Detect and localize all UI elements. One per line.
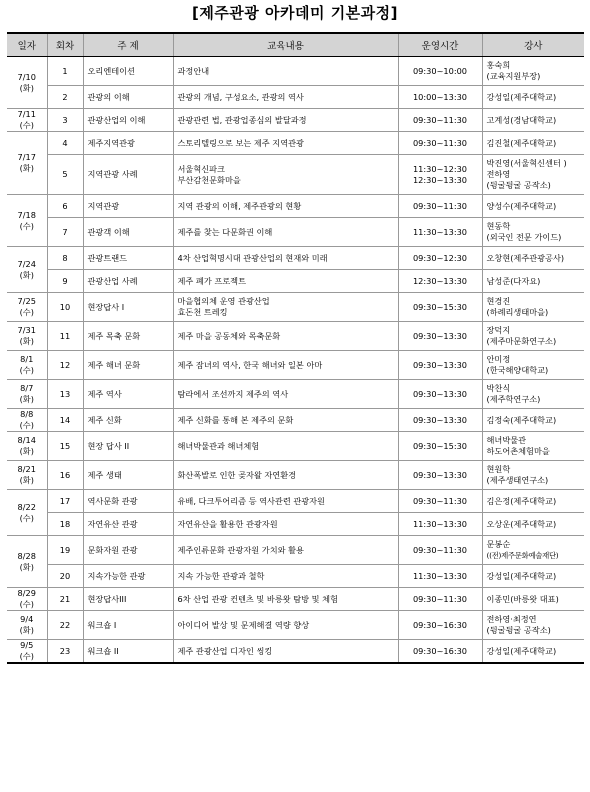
session-cell: 23	[47, 640, 83, 664]
session-cell: 19	[47, 536, 83, 565]
date-cell-line: (화)	[19, 625, 34, 635]
content-cell-line: 부산감천문화마을	[177, 174, 241, 185]
date-cell	[7, 293, 47, 322]
lecturer-cell-line: 고계성(경남대학교)	[486, 114, 557, 125]
time-cell-line: 09:30~13:30	[412, 388, 468, 399]
lecturer-cell-line: (제주생태연구소)	[486, 475, 549, 485]
date-cell	[7, 490, 47, 536]
lecturer-cell-line: 문봉순	[486, 539, 511, 549]
date-cell-line: (수)	[19, 120, 34, 130]
lecturer-cell-line: 강성일(제주대학교)	[486, 645, 557, 656]
date-cell	[7, 536, 47, 588]
content-cell-line: 탐라에서 조선까지 제주의 역사	[177, 388, 289, 399]
date-cell-line: 7/11	[17, 109, 36, 119]
date-cell-line: 8/7	[20, 383, 34, 393]
time-cell-line: 11:30~13:30	[412, 570, 468, 581]
content-cell	[173, 218, 398, 247]
time-cell-line: 12:30~13:30	[412, 174, 468, 185]
header-content: 교육내용	[173, 33, 398, 57]
content-cell-line: 지속 가능한 관광과 철학	[177, 570, 265, 581]
time-cell	[398, 565, 482, 588]
date-cell-line: 7/18	[17, 209, 36, 220]
time-cell-line: 11:30~13:30	[412, 226, 468, 237]
table-row	[7, 409, 584, 432]
time-cell-line: 09:30~11:30	[412, 137, 468, 148]
content-cell	[173, 132, 398, 155]
date-cell-line: 7/31	[17, 325, 36, 335]
date-cell-line: 8/28	[17, 550, 36, 561]
lecturer-cell-line: (제주학연구소)	[486, 394, 541, 404]
date-cell	[7, 132, 47, 195]
topic-cell: 관광트랜드	[83, 247, 173, 270]
session-cell: 1	[47, 57, 83, 86]
table-row	[7, 461, 584, 490]
lecturer-cell	[482, 86, 584, 109]
date-cell-line: (수)	[19, 651, 34, 661]
date-cell	[7, 322, 47, 351]
topic-cell: 제주 생태	[83, 461, 173, 490]
lecturer-cell	[482, 490, 584, 513]
lecturer-cell-line: 오상운(제주대학교)	[486, 518, 557, 529]
time-cell	[398, 218, 482, 247]
table-row	[7, 247, 584, 270]
time-cell	[398, 640, 482, 664]
session-cell: 22	[47, 611, 83, 640]
lecturer-cell	[482, 293, 584, 322]
time-cell	[398, 380, 482, 409]
table-row	[7, 195, 584, 218]
content-cell-line: 관광의 개념, 구성요소, 관광의 역사	[177, 91, 304, 102]
date-cell-line: 9/4	[20, 614, 34, 624]
topic-cell: 지역관광	[83, 195, 173, 218]
time-cell	[398, 432, 482, 461]
date-cell-line: 8/1	[20, 354, 34, 364]
document-title: [제주관광 아카데미 기본과정]	[191, 4, 399, 22]
lecturer-cell-line: 김진철(제주대학교)	[486, 137, 557, 148]
content-cell	[173, 490, 398, 513]
lecturer-cell-line: 오창현(제주관광공사)	[486, 252, 565, 263]
table-row	[7, 270, 584, 293]
lecturer-cell	[482, 565, 584, 588]
time-cell	[398, 490, 482, 513]
time-cell	[398, 57, 482, 86]
time-cell	[398, 588, 482, 611]
session-cell: 6	[47, 195, 83, 218]
content-cell	[173, 513, 398, 536]
table-row	[7, 513, 584, 536]
time-cell-line: 09:30~13:30	[412, 469, 468, 480]
content-cell-line: 서울혁신파크	[177, 163, 225, 174]
time-cell-line: 09:30~10:00	[412, 65, 468, 76]
content-cell-line: 화산폭발로 인한 곶자왈 자연환경	[177, 469, 297, 480]
date-cell-line: (수)	[19, 599, 34, 609]
lecturer-cell-line: (하례리생태마을)	[486, 307, 549, 317]
lecturer-cell	[482, 322, 584, 351]
date-cell-line: 7/25	[17, 296, 36, 306]
time-cell-line: 09:30~11:30	[412, 200, 468, 211]
content-cell	[173, 86, 398, 109]
lecturer-cell	[482, 611, 584, 640]
date-cell	[7, 432, 47, 461]
date-cell	[7, 461, 47, 490]
topic-cell: 제주 신화	[83, 409, 173, 432]
session-cell: 5	[47, 155, 83, 195]
time-cell-line: 09:30~13:30	[412, 330, 468, 341]
topic-cell: 제주 역사	[83, 380, 173, 409]
date-cell-line: (수)	[19, 512, 34, 523]
table-row	[7, 57, 584, 86]
date-cell-line: (수)	[19, 307, 34, 317]
lecturer-cell	[482, 247, 584, 270]
content-cell-line: 관광관련 법, 관광업종심의 발달과정	[177, 114, 307, 125]
date-cell-line: 8/21	[17, 464, 36, 474]
date-cell-line: 8/22	[17, 501, 36, 512]
content-cell-line: 해녀박물관과 해녀체험	[177, 440, 260, 451]
topic-cell: 제주지역관광	[83, 132, 173, 155]
time-cell-line: 09:30~11:30	[412, 593, 468, 604]
lecturer-cell-line: 박진영(서울혁신센터 )	[486, 158, 567, 168]
content-cell	[173, 270, 398, 293]
header-date: 일자	[7, 33, 47, 57]
table-row	[7, 536, 584, 565]
content-cell	[173, 588, 398, 611]
content-cell-line: 제주 잠녀의 역사, 한국 해녀와 일본 아마	[177, 359, 323, 370]
date-cell-line: 8/29	[17, 588, 36, 598]
lecturer-cell-line: 전하영	[486, 169, 511, 179]
content-cell	[173, 409, 398, 432]
time-cell-line: 12:30~13:30	[412, 275, 468, 286]
table-row	[7, 640, 584, 664]
lecturer-cell	[482, 536, 584, 565]
lecturer-cell	[482, 432, 584, 461]
lecturer-cell-line: 강성일(제주대학교)	[486, 91, 557, 102]
content-cell	[173, 195, 398, 218]
session-cell: 12	[47, 351, 83, 380]
session-cell: 8	[47, 247, 83, 270]
topic-cell: 제주 목축 문화	[83, 322, 173, 351]
lecturer-cell-line: 전하영·최정연	[486, 614, 537, 624]
lecturer-cell	[482, 461, 584, 490]
table-row	[7, 565, 584, 588]
date-cell-line: 8/14	[17, 435, 36, 445]
time-cell-line: 09:30~11:30	[412, 495, 468, 506]
time-cell	[398, 461, 482, 490]
content-cell	[173, 432, 398, 461]
content-cell-line: 제주 폐가 프로젝트	[177, 275, 246, 286]
time-cell-line: 09:30~13:30	[412, 414, 468, 425]
session-cell: 4	[47, 132, 83, 155]
time-cell-line: 09:30~15:30	[412, 440, 468, 451]
session-cell: 18	[47, 513, 83, 536]
date-cell	[7, 247, 47, 293]
time-cell	[398, 109, 482, 132]
lecturer-cell-line: 안미정	[486, 354, 511, 364]
lecturer-cell-line: 현경진	[486, 296, 511, 306]
time-cell	[398, 536, 482, 565]
content-cell	[173, 351, 398, 380]
date-cell	[7, 109, 47, 132]
lecturer-cell	[482, 640, 584, 664]
content-cell-line: 효돈천 트레킹	[177, 307, 228, 317]
time-cell-line: 09:30~12:30	[412, 252, 468, 263]
lecturer-cell	[482, 351, 584, 380]
table-body	[7, 57, 584, 664]
content-cell-line: 제주 마을 공동체와 목축문화	[177, 330, 281, 341]
header-lecturer: 강사	[482, 33, 584, 57]
table-row	[7, 380, 584, 409]
date-cell-line: (수)	[19, 365, 34, 375]
schedule-table	[7, 32, 584, 664]
lecturer-cell	[482, 270, 584, 293]
table-row	[7, 293, 584, 322]
date-cell	[7, 195, 47, 247]
topic-cell: 현장 답사 II	[83, 432, 173, 461]
time-cell-line: 09:30~16:30	[412, 619, 468, 630]
time-cell-line: 11:30~13:30	[412, 518, 468, 529]
content-cell-line: 제주인류문화 관광자원 가치와 활용	[177, 544, 304, 555]
time-cell-line: 09:30~15:30	[412, 301, 468, 312]
table-row	[7, 155, 584, 195]
topic-cell: 지역관광 사례	[83, 155, 173, 195]
content-cell-line: 제주 신화를 통해 본 제주의 문화	[177, 414, 294, 425]
lecturer-cell-line: 홍숙희	[486, 60, 511, 70]
topic-cell: 역사문화 관광	[83, 490, 173, 513]
lecturer-cell-line: 해녀박물관	[486, 435, 527, 445]
date-cell-line: (화)	[19, 163, 34, 173]
time-cell	[398, 132, 482, 155]
lecturer-cell-line: 현원학	[486, 464, 511, 474]
session-cell: 14	[47, 409, 83, 432]
content-cell-line: 제주를 찾는 다문화권 이해	[177, 226, 273, 237]
topic-cell: 관광산업의 이해	[83, 109, 173, 132]
session-cell: 10	[47, 293, 83, 322]
lecturer-cell	[482, 588, 584, 611]
lecturer-cell	[482, 218, 584, 247]
session-cell: 3	[47, 109, 83, 132]
lecturer-cell	[482, 109, 584, 132]
date-cell-line: (화)	[19, 394, 34, 404]
lecturer-cell-line: (한국해양대학교)	[486, 365, 549, 375]
lecturer-cell-line: (뒹굴뒹굴 공작소)	[486, 625, 551, 635]
content-cell	[173, 247, 398, 270]
date-cell	[7, 588, 47, 611]
lecturer-cell-line: 박찬식	[486, 383, 511, 393]
date-cell-line: (화)	[19, 269, 34, 280]
session-cell: 16	[47, 461, 83, 490]
content-cell-line: 제주 관광산업 디자인 씽킹	[177, 645, 273, 656]
content-cell-line: 유배, 다크투어리즘 등 역사관련 관광자원	[177, 495, 325, 506]
session-cell: 9	[47, 270, 83, 293]
content-cell-line: 스토리텔링으로 보는 제주 지역관광	[177, 137, 304, 148]
topic-cell: 문화자원 관광	[83, 536, 173, 565]
content-cell-line: 자연유산을 활용한 관광자원	[177, 518, 278, 529]
content-cell	[173, 109, 398, 132]
content-cell-line: 4차 산업혁명시대 관광산업의 현재와 미래	[177, 252, 328, 263]
session-cell: 2	[47, 86, 83, 109]
table-header-row	[7, 33, 584, 57]
date-cell	[7, 640, 47, 664]
lecturer-cell-line: 강성일(제주대학교)	[486, 570, 557, 581]
date-cell-line: (화)	[19, 82, 34, 93]
topic-cell: 현장답사 I	[83, 293, 173, 322]
date-cell	[7, 351, 47, 380]
date-cell	[7, 57, 47, 109]
lecturer-cell-line: 양성수(제주대학교)	[486, 200, 557, 211]
header-topic: 주 제	[83, 33, 173, 57]
date-cell-line: (수)	[19, 220, 34, 231]
table-row	[7, 611, 584, 640]
table-row	[7, 132, 584, 155]
table-row	[7, 351, 584, 380]
lecturer-cell	[482, 380, 584, 409]
topic-cell: 워크숍 II	[83, 640, 173, 664]
table-row	[7, 490, 584, 513]
lecturer-cell	[482, 195, 584, 218]
content-cell-line: 아이디어 발상 및 문제해결 역량 향상	[177, 619, 310, 630]
lecturer-cell-line: 김정숙(제주대학교)	[486, 414, 557, 425]
date-cell	[7, 409, 47, 432]
topic-cell: 관광산업 사례	[83, 270, 173, 293]
topic-cell: 현장답사III	[83, 588, 173, 611]
date-cell-line: 7/24	[17, 258, 36, 269]
time-cell-line: 10:00~13:30	[412, 91, 468, 102]
time-cell	[398, 322, 482, 351]
topic-cell: 제주 해녀 문화	[83, 351, 173, 380]
topic-cell: 오리엔테이션	[83, 57, 173, 86]
session-cell: 15	[47, 432, 83, 461]
time-cell	[398, 155, 482, 195]
header-time: 운영시간	[398, 33, 482, 57]
table-row	[7, 322, 584, 351]
content-cell	[173, 565, 398, 588]
time-cell	[398, 195, 482, 218]
date-cell-line: 9/5	[20, 640, 34, 650]
content-cell	[173, 155, 398, 195]
lecturer-cell-line: 이종민(바릉왓 대표)	[486, 593, 559, 604]
lecturer-cell	[482, 409, 584, 432]
lecturer-cell	[482, 132, 584, 155]
table-row	[7, 86, 584, 109]
date-cell-line: (화)	[19, 446, 34, 456]
lecturer-cell	[482, 155, 584, 195]
content-cell	[173, 536, 398, 565]
session-cell: 20	[47, 565, 83, 588]
content-cell-line: 지역 관광의 이해, 제주관광의 현황	[177, 200, 302, 211]
time-cell	[398, 270, 482, 293]
lecturer-cell-line: (제주마문화연구소)	[486, 336, 557, 346]
time-cell-line: 09:30~16:30	[412, 645, 468, 656]
header-session: 회차	[47, 33, 83, 57]
lecturer-cell-line: 하도어촌체험마을	[486, 446, 550, 456]
date-cell-line: 8/8	[20, 409, 34, 419]
date-cell-line: (수)	[19, 420, 34, 430]
content-cell	[173, 640, 398, 664]
session-cell: 11	[47, 322, 83, 351]
lecturer-cell-line: (교육지원부장)	[486, 71, 541, 81]
content-cell	[173, 57, 398, 86]
session-cell: 17	[47, 490, 83, 513]
date-cell	[7, 611, 47, 640]
date-cell-line: 7/10	[17, 71, 36, 82]
lecturer-cell-line: 현동학	[486, 221, 511, 231]
date-cell-line: 7/17	[17, 152, 36, 162]
time-cell	[398, 513, 482, 536]
table-row	[7, 432, 584, 461]
lecturer-cell-line: (뒹굴뒹굴 공작소)	[486, 180, 551, 190]
lecturer-cell-line: (외국인 전문 가이드)	[486, 232, 562, 242]
time-cell	[398, 293, 482, 322]
content-cell	[173, 322, 398, 351]
time-cell-line: 09:30~13:30	[412, 359, 468, 370]
content-cell	[173, 380, 398, 409]
lecturer-cell	[482, 57, 584, 86]
lecturer-cell-line: 장덕지	[486, 325, 511, 335]
time-cell-line: 09:30~11:30	[412, 114, 468, 125]
time-cell	[398, 351, 482, 380]
session-cell: 13	[47, 380, 83, 409]
time-cell	[398, 86, 482, 109]
date-cell-line: (화)	[19, 475, 34, 485]
content-cell	[173, 611, 398, 640]
lecturer-cell-line: ((전)제주문화예술재단)	[486, 551, 559, 560]
lecturer-cell-line: 김은정(제주대학교)	[486, 495, 557, 506]
time-cell-line: 11:30~12:30	[412, 163, 468, 174]
topic-cell: 자연유산 관광	[83, 513, 173, 536]
topic-cell: 지속가능한 관광	[83, 565, 173, 588]
date-cell-line: (화)	[19, 336, 34, 346]
content-cell-line: 마을협의체 운영 관광산업	[177, 296, 270, 306]
time-cell	[398, 247, 482, 270]
topic-cell: 관광의 이해	[83, 86, 173, 109]
content-cell	[173, 293, 398, 322]
table-row	[7, 218, 584, 247]
topic-cell: 관광객 이해	[83, 218, 173, 247]
content-cell-line: 6차 산업 관광 컨텐츠 및 바릉왓 탐방 및 체험	[177, 593, 338, 604]
session-cell: 7	[47, 218, 83, 247]
date-cell-line: (화)	[19, 561, 34, 572]
topic-cell: 워크숍 I	[83, 611, 173, 640]
time-cell	[398, 611, 482, 640]
lecturer-cell-line: 남성준(다자요)	[486, 275, 541, 286]
time-cell-line: 09:30~11:30	[412, 544, 468, 555]
lecturer-cell	[482, 513, 584, 536]
date-cell	[7, 380, 47, 409]
content-cell-line: 과정안내	[177, 65, 210, 76]
session-cell: 21	[47, 588, 83, 611]
content-cell	[173, 461, 398, 490]
time-cell	[398, 409, 482, 432]
table-row	[7, 109, 584, 132]
table-row	[7, 588, 584, 611]
